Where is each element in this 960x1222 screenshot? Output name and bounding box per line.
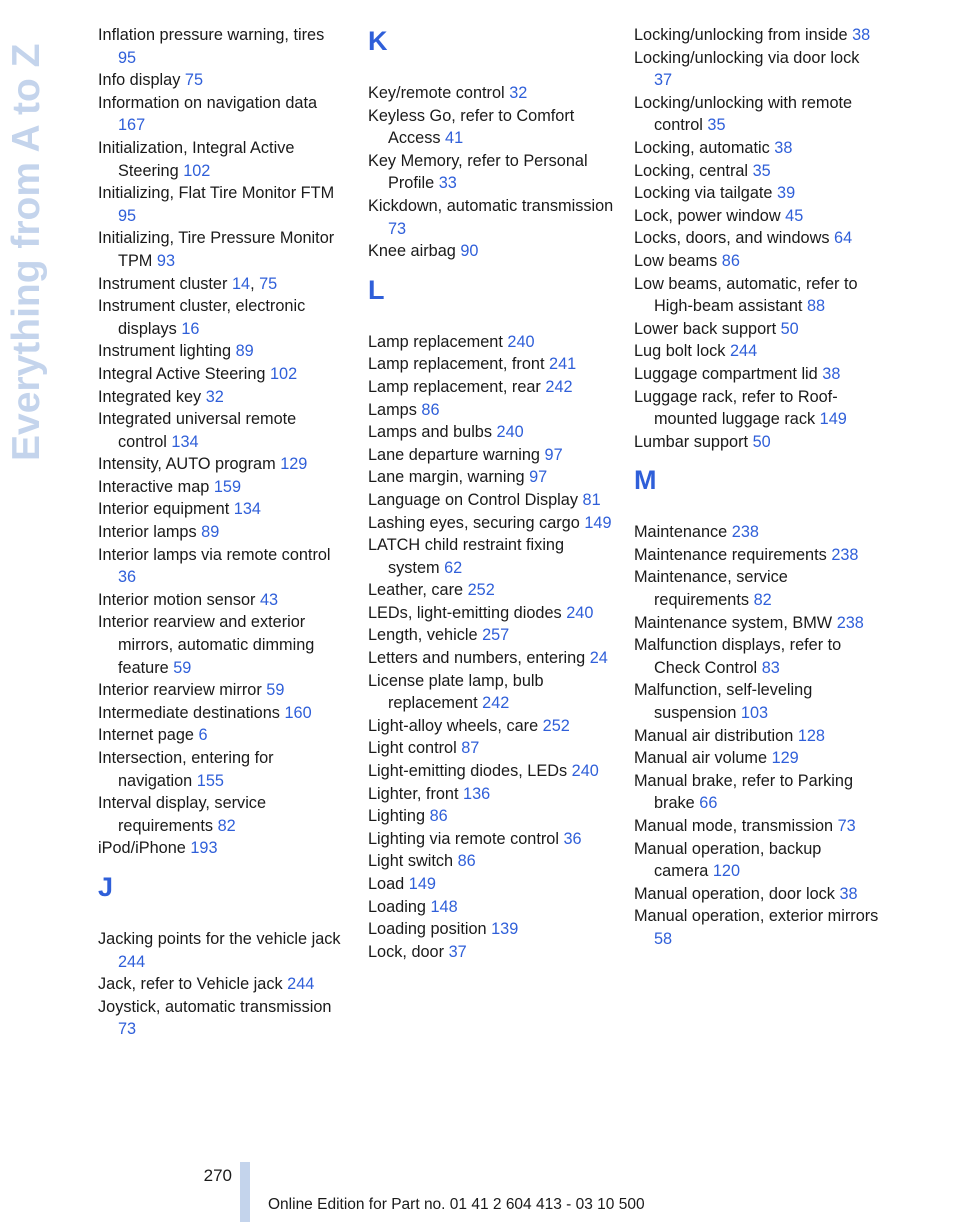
section-letter: J [98,871,114,902]
index-term: Lamp replacement [368,332,503,351]
index-term: Internet page [98,726,194,745]
index-entry [98,295,344,340]
index-column-1 [98,24,344,1041]
page-reference-link[interactable]: 6 [198,726,208,745]
page-reference-link[interactable]: 33 [438,174,457,193]
index-term: Initializing, Flat Tire Monitor FTM [98,184,335,203]
page-reference-link[interactable]: 32 [509,84,528,102]
page-reference-link[interactable]: 59 [173,658,192,677]
page-reference-link[interactable]: 35 [707,116,726,135]
page-reference-link[interactable]: 86 [721,251,740,270]
page-reference-link[interactable]: 58 [654,929,673,948]
index-term: Locking/unlocking from inside [634,26,848,44]
index-term: Manual operation, backup camera [634,839,822,881]
page-reference-link[interactable]: 50 [752,432,771,451]
page-reference-link[interactable]: 43 [260,590,279,609]
index-term: Loading [368,897,426,916]
index-entry [98,24,344,69]
index-term: Lighter, front [368,784,459,803]
page-reference-link[interactable]: 87 [461,739,480,758]
index-term: Info display [98,71,181,90]
page-reference-link[interactable]: 88 [806,297,826,316]
index-column-3 [634,24,880,951]
page-reference-link[interactable]: 240 [566,603,594,622]
index-term: Manual air distribution [634,726,794,745]
page-reference-link[interactable]: 38 [839,884,858,903]
index-term: Manual air volume [634,749,768,768]
index-term: Maintenance, service requirements [634,568,788,610]
index-entry [98,928,344,973]
page-reference-link[interactable]: 90 [460,242,479,261]
page-reference-link[interactable]: 95 [118,48,137,67]
index-entry [98,724,344,747]
page-reference-link[interactable]: 149 [819,410,847,429]
index-entry [98,476,344,499]
index-entry [634,182,880,205]
page-reference-link[interactable]: 86 [429,807,448,826]
index-term: Load [368,875,405,893]
page-reference-link[interactable]: 102 [183,161,211,180]
page-reference-link[interactable]: 73 [388,219,407,238]
index-term: Maintenance requirements [634,545,827,564]
index-term: Lock, door [368,942,445,961]
page-reference-link[interactable]: 241 [549,355,577,374]
page-reference-link[interactable]: 39 [777,184,796,203]
page-reference-link[interactable]: 35 [752,161,771,180]
page-reference-link[interactable]: 37 [654,71,673,90]
page-reference-link[interactable]: 89 [201,523,220,542]
index-term: Lashing eyes, securing cargo [368,513,580,532]
index-entry [368,737,614,760]
index-entry [634,47,880,92]
index-entry [98,521,344,544]
index-entry [368,444,614,467]
index-term: Integrated universal remote control [98,410,297,451]
index-term: Jacking points for the vehicle jack [98,929,341,948]
page-reference-link[interactable]: 238 [836,613,864,632]
page-reference-link[interactable]: 75 [259,274,278,293]
index-entry [634,838,880,883]
index-entry [98,792,344,837]
index-entry [634,250,880,273]
page-reference-link[interactable]: 16 [181,319,200,338]
page-reference-link[interactable]: 37 [448,942,467,961]
index-entry [368,489,614,512]
index-term: Light control [368,739,457,758]
page-reference-link[interactable]: 73 [837,817,856,835]
page-reference-link[interactable]: 128 [797,726,825,745]
index-entry [634,24,880,47]
index-entry [98,92,344,137]
index-term: Inflation pressure warning, tires [98,26,325,44]
index-column-2 [368,24,614,963]
index-entry [368,195,614,240]
index-entry [634,205,880,228]
index-term: Lane departure warning [368,445,540,464]
index-entry [98,69,344,92]
index-entry [368,873,614,896]
side-section-title: Everything from A to Z [5,44,48,462]
page-reference-link[interactable]: 244 [287,975,315,994]
index-entry [634,612,880,635]
index-entry [634,679,880,724]
index-term: iPod/iPhone [98,839,186,858]
index-term: LEDs, light-emitting diodes [368,603,562,622]
page-reference-link[interactable]: 252 [467,581,495,600]
page-reference-link[interactable]: 41 [445,129,464,148]
index-term: Manual mode, transmission [634,817,834,835]
index-entry [98,453,344,476]
index-entry [368,715,614,738]
index-entry [368,805,614,828]
page-reference-link[interactable]: 62 [444,558,463,577]
page-reference-link[interactable]: 148 [430,897,458,916]
index-term: Key/remote control [368,84,505,102]
index-term: Light-alloy wheels, care [368,716,539,735]
index-entry [634,566,880,611]
page-reference-link[interactable]: 66 [699,794,718,813]
index-term: Locking, automatic [634,138,770,157]
index-entry [368,399,614,422]
index-term: Keyless Go, refer to Comfort Access [368,106,575,148]
index-entry [368,376,614,399]
index-entry [98,837,344,860]
index-entry [368,918,614,941]
index-term: Instrument cluster, electronic displays [98,297,306,338]
page-reference-link[interactable]: 50 [780,319,799,338]
index-term: Lamps and bulbs [368,423,493,442]
page-reference-link[interactable]: 129 [280,455,308,474]
index-entry [98,227,344,272]
page-reference-link[interactable]: 244 [118,952,146,971]
index-entry [634,386,880,431]
page-reference-link[interactable]: 36 [118,568,137,587]
page-reference-link[interactable]: 134 [233,500,261,519]
index-term: Interior rearview and exterior mirrors, automatic dimming feature [98,613,315,677]
index-term: Locking, central [634,161,749,180]
index-term: Locking/unlocking via door lock [634,48,860,67]
index-entry [368,82,614,105]
index-entry [368,941,614,964]
index-entry [634,905,880,950]
index-term: Maintenance [634,523,728,542]
index-entry [98,363,344,386]
index-entry [368,670,614,715]
index-entry [634,318,880,341]
index-entry [634,770,880,815]
index-entry [98,679,344,702]
page-reference-link[interactable]: 86 [421,400,440,419]
index-entry [98,386,344,409]
section-letter: K [368,26,388,56]
index-term: Interval display, service requirements [98,794,267,835]
index-term: Interior lamps via remote control [98,545,331,564]
index-entry [368,602,614,625]
page-reference-link[interactable]: 257 [482,626,510,645]
index-term: Intersection, entering for navigation [98,749,274,790]
page-reference-link[interactable]: 120 [712,862,740,881]
index-term: Lamp replacement, rear [368,377,541,396]
index-term: Lumbar support [634,432,749,451]
page-reference-link[interactable]: 238 [731,523,759,542]
index-entry [98,498,344,521]
index-term: License plate lamp, bulb replacement [368,671,544,713]
index-entry [634,160,880,183]
page-reference-link[interactable]: 149 [408,875,436,893]
page-reference-link[interactable]: 103 [740,704,769,723]
index-term: Interior lamps [98,523,197,542]
page-reference-link[interactable]: 240 [496,423,524,442]
index-term: Lighting [368,807,426,826]
index-entry [368,783,614,806]
index-entry [98,182,344,227]
index-entry [98,996,344,1041]
index-entry [98,702,344,725]
page-reference-link[interactable]: 129 [771,749,799,768]
index-entry [634,634,880,679]
index-entry [634,273,880,318]
index-entry [368,896,614,919]
index-entry [634,363,880,386]
edition-note: Online Edition for Part no. 01 41 2 604 413 - 03 10 500 [268,1196,645,1213]
index-term: Joystick, automatic transmission [98,997,332,1016]
index-entry [634,340,880,363]
page-reference-link[interactable]: 244 [729,342,758,361]
index-term: Locks, doors, and windows [634,229,830,248]
index-entry [368,850,614,873]
index-term: Light-emitting diodes, LEDs [368,762,568,781]
index-entry [368,647,614,670]
index-term: Intermediate destinations [98,703,280,722]
index-term: Key Memory, refer to Personal Profile [368,151,588,193]
index-entry [368,331,614,354]
index-term: Maintenance system, BMW [634,613,833,632]
index-term: Interior rearview mirror [98,681,262,700]
page-reference-link[interactable]: 82 [217,816,236,835]
page-reference-link[interactable]: 75 [184,71,204,90]
page-reference-link[interactable]: 139 [491,920,519,939]
index-entry [368,150,614,195]
page-reference-link[interactable]: 134 [171,432,199,451]
index-term: Language on Control Display [368,490,578,509]
page-reference-link[interactable]: 95 [118,206,137,225]
index-term: Lower back support [634,319,777,338]
index-entry [368,240,614,263]
section-letter: M [634,465,657,496]
page-number: 270 [203,1166,232,1185]
index-term: Malfunction displays, refer to Check Control [634,636,842,677]
page-reference-link[interactable]: 38 [852,26,871,44]
index-term: Knee airbag [368,242,456,261]
index-entry [634,747,880,770]
page-reference-link[interactable]: 86 [457,852,476,871]
index-term: Light switch [368,852,454,871]
index-term: Lighting via remote control [368,829,559,848]
index-term: Integrated key [98,387,202,406]
footer-accent-bar [240,1162,250,1222]
index-entry [98,589,344,612]
page-reference-link[interactable]: 240 [507,332,535,351]
index-entry [98,747,344,792]
index-term: Low beams [634,251,718,270]
index-entry [634,431,880,454]
page-reference-link[interactable]: 81 [582,490,601,509]
page-reference-link[interactable]: 89 [235,342,254,361]
index-entry [634,227,880,250]
index-term: Kickdown, automatic transmission [368,196,614,215]
index-term: Instrument lighting [98,342,232,361]
index-entry [98,340,344,363]
index-entry [634,815,880,838]
page-reference-link[interactable]: 64 [834,229,853,248]
index-entry [368,512,614,535]
page-reference-link[interactable]: 82 [753,591,772,610]
index-entry [634,544,880,567]
index-entry [98,137,344,182]
index-term: Locking/unlocking with remote control [634,93,853,135]
page-reference-link[interactable]: 136 [463,784,491,803]
index-entry [368,828,614,851]
page-reference-link[interactable]: 97 [544,445,563,464]
page-reference-link[interactable]: 45 [785,206,804,225]
index-entry [368,105,614,150]
index-term: Manual operation, exterior mirrors [634,907,879,926]
index-entry [368,624,614,647]
index-entry [98,408,344,453]
page-reference-link[interactable]: 93 [156,251,176,270]
index-term: Initializing, Tire Pressure Monitor TPM [98,229,335,270]
index-term: Leather, care [368,581,464,600]
index-term: Letters and numbers, entering [368,649,586,668]
index-term: Interior motion sensor [98,590,256,609]
page-reference-link[interactable]: 240 [571,762,599,781]
index-entry [98,611,344,679]
page-reference-link[interactable]: 32 [205,387,224,406]
page-reference-link[interactable]: 73 [118,1020,137,1039]
page-reference-link[interactable]: 59 [266,681,285,700]
page-reference-link[interactable]: 14 [231,274,251,293]
page-reference-link[interactable]: 159 [213,477,242,496]
index-entry [368,534,614,579]
page-reference-link[interactable]: 36 [563,829,582,848]
index-entry [368,466,614,489]
index-term: Integral Active Steering [98,364,266,383]
page-reference-link[interactable]: 149 [584,513,612,532]
index-term: Lamp replacement, front [368,355,545,374]
index-term: Luggage compartment lid [634,364,818,383]
index-term: Low beams, automatic, refer to High-beam assistant [634,274,858,316]
page-reference-link[interactable]: 97 [529,468,548,487]
page-reference-link[interactable]: 252 [542,716,570,735]
page-reference-link[interactable]: 24 [589,649,608,668]
index-term: Length, vehicle [368,626,478,645]
page-reference-link[interactable]: 83 [761,658,780,677]
page-reference-link[interactable]: 38 [774,138,793,157]
index-term: LATCH child restraint fixing system [368,536,565,577]
index-entry [634,137,880,160]
index-entry [634,725,880,748]
index-term: Luggage rack, refer to Roof-mounted luggage rack [634,387,838,429]
index-entry [634,92,880,137]
page-reference-link[interactable]: 238 [831,545,859,564]
index-term: Instrument cluster [98,274,228,293]
index-term: Jack, refer to Vehicle jack [98,975,283,994]
index-entry [98,973,344,996]
index-term: Interior equipment [98,500,230,519]
index-term: Loading position [368,920,487,939]
section-letter: L [368,274,385,305]
index-term: Manual brake, refer to Parking brake [634,771,854,813]
index-entry [634,883,880,906]
index-entry [368,353,614,376]
page-reference-link[interactable]: 193 [190,839,218,858]
index-term: Lane margin, warning [368,468,525,487]
index-term: Malfunction, self-leveling suspension [634,681,813,723]
page-reference-link[interactable]: 38 [822,364,841,383]
index-entry [368,760,614,783]
page-reference-link[interactable]: 102 [269,364,298,383]
index-entry [634,521,880,544]
page-reference-link[interactable]: 167 [118,116,146,135]
index-term: Information on navigation data [98,93,318,112]
index-term: Manual operation, door lock [634,884,835,903]
index-entry [368,579,614,602]
index-term: Locking via tailgate [634,184,773,203]
index-term: Lock, power window [634,206,781,225]
page-reference-link[interactable]: 155 [196,771,224,790]
index-term: Lamps [368,400,417,419]
page-reference-link[interactable]: 242 [545,377,573,396]
page-reference-link[interactable]: 242 [482,694,510,713]
index-term: Interactive map [98,477,210,496]
index-term: Intensity, AUTO program [98,455,276,474]
index-term: Lug bolt lock [634,342,726,361]
index-entry [368,421,614,444]
index-entry: Instrument cluster 14, 75 [98,274,278,293]
index-term: Initialization, Integral Active Steering [98,138,295,180]
index-entry [98,544,344,589]
page-reference-link[interactable]: 160 [284,703,312,722]
